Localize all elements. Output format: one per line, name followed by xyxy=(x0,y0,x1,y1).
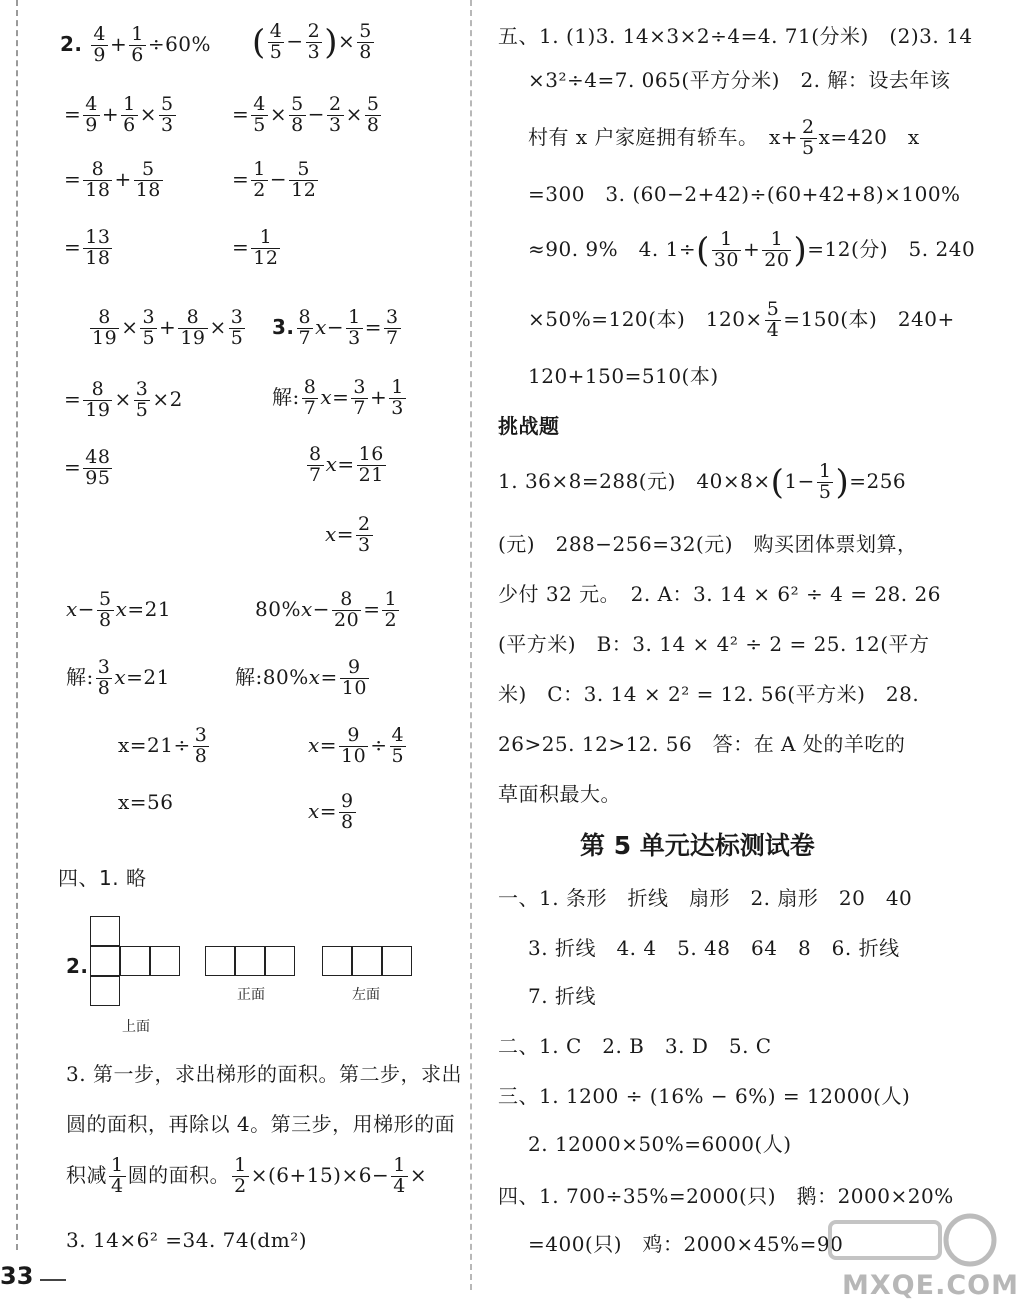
page-number: 33 xyxy=(0,1262,34,1290)
q3-line4: 3. 14×6² =34. 74(dm²) xyxy=(66,1228,308,1252)
unit5-s3-line1: 三、1. 1200 ÷ (16% − 6%) = 12000(人) xyxy=(498,1084,911,1108)
s5-line3: 村有 x 户家庭拥有轿车。 x+ $\frac{2}{5}$ x=420 x xyxy=(528,116,920,159)
s5-line6: ×50%=120(本) 120× $\frac{5}{4}$ =150(本) 240+ xyxy=(528,298,955,341)
challenge-line2: (元) 288−256=32(元) 购买团体票划算， xyxy=(498,532,918,556)
eq2-left-step2: = $\frac{8}{18}$ + $\frac{5}{18}$ xyxy=(64,158,161,201)
s5-line2: ×3²÷4=7. 065(平方分米) 2. 解：设去年该 xyxy=(528,68,951,92)
binding-dashed-line xyxy=(16,0,18,1250)
eq2-right-result: = $\frac{1}{12}$ xyxy=(232,226,279,269)
column-divider xyxy=(470,0,472,1290)
challenge-line4: (平方米) B：3. 14 × 4² ÷ 2 = 25. 12(平方 xyxy=(498,632,930,656)
section4-q2-number: 2. xyxy=(66,954,89,978)
q3-line3: 积减 $\frac{1}{4}$ 圆的面积。 $\frac{1}{2}$ ×(6+15)×6− $\frac{1}{4}$ × xyxy=(66,1154,428,1197)
unit5-s3-line2: 2. 12000×50%=6000(人) xyxy=(528,1132,792,1156)
eq2-left-step1: = $\frac{4}{9}$ + $\frac{1}{6}$ × $\frac{5}{3}$ xyxy=(64,93,174,136)
label-top-view: 上面 xyxy=(122,1019,150,1035)
eq-mult-step: = $\frac{8}{19}$ × $\frac{3}{5}$ ×2 xyxy=(64,378,183,421)
eq-x-left-step1: 解: $\frac{3}{8}$ x=21 xyxy=(66,656,170,699)
eq-x-right-step2: x= $\frac{9}{10}$ ÷ $\frac{4}{5}$ xyxy=(308,724,405,767)
unit5-s1-line1: 一、1. 条形 折线 扇形 2. 扇形 20 40 xyxy=(498,886,913,910)
label-front-view: 正面 xyxy=(237,987,265,1003)
unit5-s1-line2: 3. 折线 4. 4 5. 48 64 8 6. 折线 xyxy=(528,936,900,960)
eq-x-right-result: x= $\frac{9}{8}$ xyxy=(308,790,354,833)
unit5-s4-line1: 四、1. 700÷35%=2000(只) 鹅：2000×20% xyxy=(498,1184,954,1208)
eq-x-left: x− $\frac{5}{8}$ x=21 xyxy=(66,588,172,631)
eq2-left: 2. $\frac{4}{9}$ + $\frac{1}{6}$ ÷60% xyxy=(60,23,212,66)
challenge-line3: 少付 32 元。 2. A：3. 14 × 6² ÷ 4 = 28. 26 xyxy=(498,582,941,606)
eq3-step1: 解: $\frac{8}{7}$ x= $\frac{3}{7}$ + $\frac{1}{3}$ xyxy=(272,376,404,419)
unit5-s1-line3: 7. 折线 xyxy=(528,984,596,1008)
challenge-line7: 草面积最大。 xyxy=(498,782,621,806)
q3-line2: 圆的面积，再除以 4。第三步，用梯形的面 xyxy=(66,1112,456,1136)
eq-x-right-step1: 解:80%x= $\frac{9}{10}$ xyxy=(235,656,367,699)
eq-mult-sum: $\frac{8}{19}$ × $\frac{3}{5}$ + $\frac{8}{19}$ × $\frac{3}{5}$ xyxy=(92,306,244,349)
section4-title: 四、1. 略 xyxy=(58,866,147,890)
eq3-result: x= $\frac{2}{3}$ xyxy=(325,513,371,556)
s5-line7: 120+150=510(本) xyxy=(528,364,719,388)
watermark-text: MXQE.COM xyxy=(842,1270,1019,1301)
s5-line1: 五、1. (1)3. 14×3×2÷4=4. 71(分米) (2)3. 14 xyxy=(498,24,973,48)
eq2-right-step2: = $\frac{1}{2}$ − $\frac{5}{12}$ xyxy=(232,158,317,201)
eq2-right: ( $\frac{4}{5}$ − $\frac{2}{3}$ )× $\frac{5}{8}$ xyxy=(252,20,372,63)
eq3: 3. $\frac{8}{7}$ x− $\frac{1}{3}$ = $\frac{3}{7}$ xyxy=(272,306,399,349)
challenge-title: 挑战题 xyxy=(498,414,560,438)
eq-mult-result: = $\frac{48}{95}$ xyxy=(64,446,111,489)
eq2-left-result: = $\frac{13}{18}$ xyxy=(64,226,111,269)
eq3-step2: $\frac{8}{7}$ x= $\frac{16}{21}$ xyxy=(309,443,384,486)
unit5-title: 第 5 单元达标测试卷 xyxy=(580,831,815,860)
challenge-line5: 米) C：3. 14 × 2² = 12. 56(平方米) 28. xyxy=(498,682,920,706)
label-left-view: 左面 xyxy=(352,987,380,1003)
eq-x-left-step2: x=21÷ $\frac{3}{8}$ xyxy=(118,724,208,767)
s5-line4: =300 3. (60−2+42)÷(60+42+8)×100% xyxy=(528,182,961,206)
eq-x-right: 80%x− $\frac{8}{20}$ = $\frac{1}{2}$ xyxy=(255,588,398,631)
page-number-rule xyxy=(40,1279,66,1281)
challenge-line1: 1. 36×8=288(元) 40×8×(1− $\frac{1}{5}$ )=256 xyxy=(498,460,907,503)
s5-line5: ≈90. 9% 4. 1÷( $\frac{1}{30}$ + $\frac{1}{20}$ )=12(分) 5. 240 xyxy=(528,228,976,271)
unit5-s2: 二、1. C 2. B 3. D 5. C xyxy=(498,1034,772,1058)
unit5-s4-line2: =400(只) 鸡：2000×45%=90 xyxy=(528,1232,844,1256)
challenge-line6: 26>25. 12>12. 56 答：在 A 处的羊吃的 xyxy=(498,732,906,756)
eq2-right-step1: = $\frac{4}{5}$ × $\frac{5}{8}$ − $\frac{2}{3}$ × $\frac{5}{8}$ xyxy=(232,93,380,136)
q3-line1: 3. 第一步，求出梯形的面积。第二步，求出 xyxy=(66,1062,462,1086)
eq-x-left-result: x=56 xyxy=(118,790,174,814)
